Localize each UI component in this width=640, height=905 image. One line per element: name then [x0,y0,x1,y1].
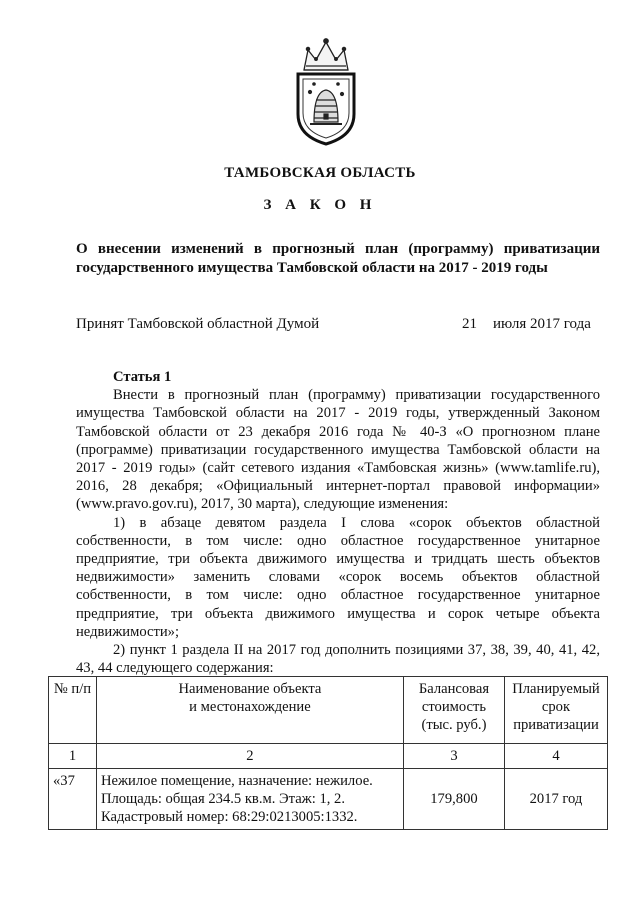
column-number: 4 [504,744,607,769]
header-balance-value [403,677,504,744]
description-line: Площадь: общая 234.5 кв.м. Этаж: 1, 2. [100,791,345,807]
header-text: стоимость [421,699,487,715]
adoption-month-year: июля 2017 года [493,316,591,332]
row-planned-term: 2017 год [504,769,607,830]
law-title [76,240,600,278]
header-number: № п/п [49,677,97,744]
article-intro-paragraph: Внести в прогнозный план (программу) приватизации государственного имущества Тамбовской области на 2017 - 2019 годы, утвержденный Законом Тамбовской области от 23 декабря 2016 года № 40-З «О прогнозном плане (программе) приватизации государственного имущества Тамбовской области на 2017 - 2019 годы» (сайт сетевого издания «Тамбовская жизнь» (www.tamlife.ru), 2016, 28 декабря; «Официальный интернет-портал правовой информации» (www.pravo.gov.ru), 2017, 30 марта), следующие изменения: [76,387,600,513]
region-heading: ТАМБОВСКАЯ ОБЛАСТЬ [224,165,416,181]
table-column-number-row [49,744,608,769]
header-planned-term [504,677,607,744]
crown-icon [304,39,348,70]
header-object-name [96,677,403,744]
coat-of-arms-emblem [290,36,362,148]
column-number: 3 [403,744,504,769]
article-body [76,368,600,677]
row-object-description [96,769,403,830]
table-header-row [49,677,608,744]
header-text: Балансовая [418,681,490,697]
row-balance-value: 179,800 [403,769,504,830]
privatization-table [48,676,608,830]
header-text: приватизации [513,717,599,733]
header-text: Планируемый [512,681,600,697]
article-heading: Статья 1 [113,369,172,385]
document-type-heading: З А К О Н [263,197,377,213]
header-text: срок [541,699,571,715]
column-number: 1 [49,744,97,769]
table-row [49,769,608,830]
article-item-1: 1) в абзаце девятом раздела I слова «сорок объектов областной собственности, в том числе: одно областное государственное унитарное предприятие, три объекта движимого имущества и тридцать шесть объектов недвижимости» заменить словами «сорок восемь объектов областной собственности, в том числе: одно областное государственное унитарное предприятие, три объекта движимого имущества и сорок четыре объекта недвижимости»; [76,514,600,640]
law-title-line: государственного имущества Тамбовской области на 2017 - 2019 годы [76,260,548,276]
law-title-line: О внесении изменений в прогнозный план (программу) приватизации [76,241,600,257]
row-number: «37 [49,769,97,830]
header-text: и местонахождение [189,699,311,715]
description-line: Кадастровый номер: 68:29:0213005:1332. [100,809,358,825]
header-text: (тыс. руб.) [421,717,487,733]
column-number: 2 [96,744,403,769]
adoption-day: 21 [462,316,477,332]
header-text: Наименование объекта [178,681,322,697]
adoption-date [462,316,591,333]
adoption-text: Принят Тамбовской областной Думой [76,316,320,332]
description-line: Нежилое помещение, назначение: нежилое. [100,773,373,789]
article-item-2: 2) пункт 1 раздела II на 2017 год дополнить позициями 37, 38, 39, 40, 41, 42, 43, 44 следующего содержания: [76,642,600,677]
